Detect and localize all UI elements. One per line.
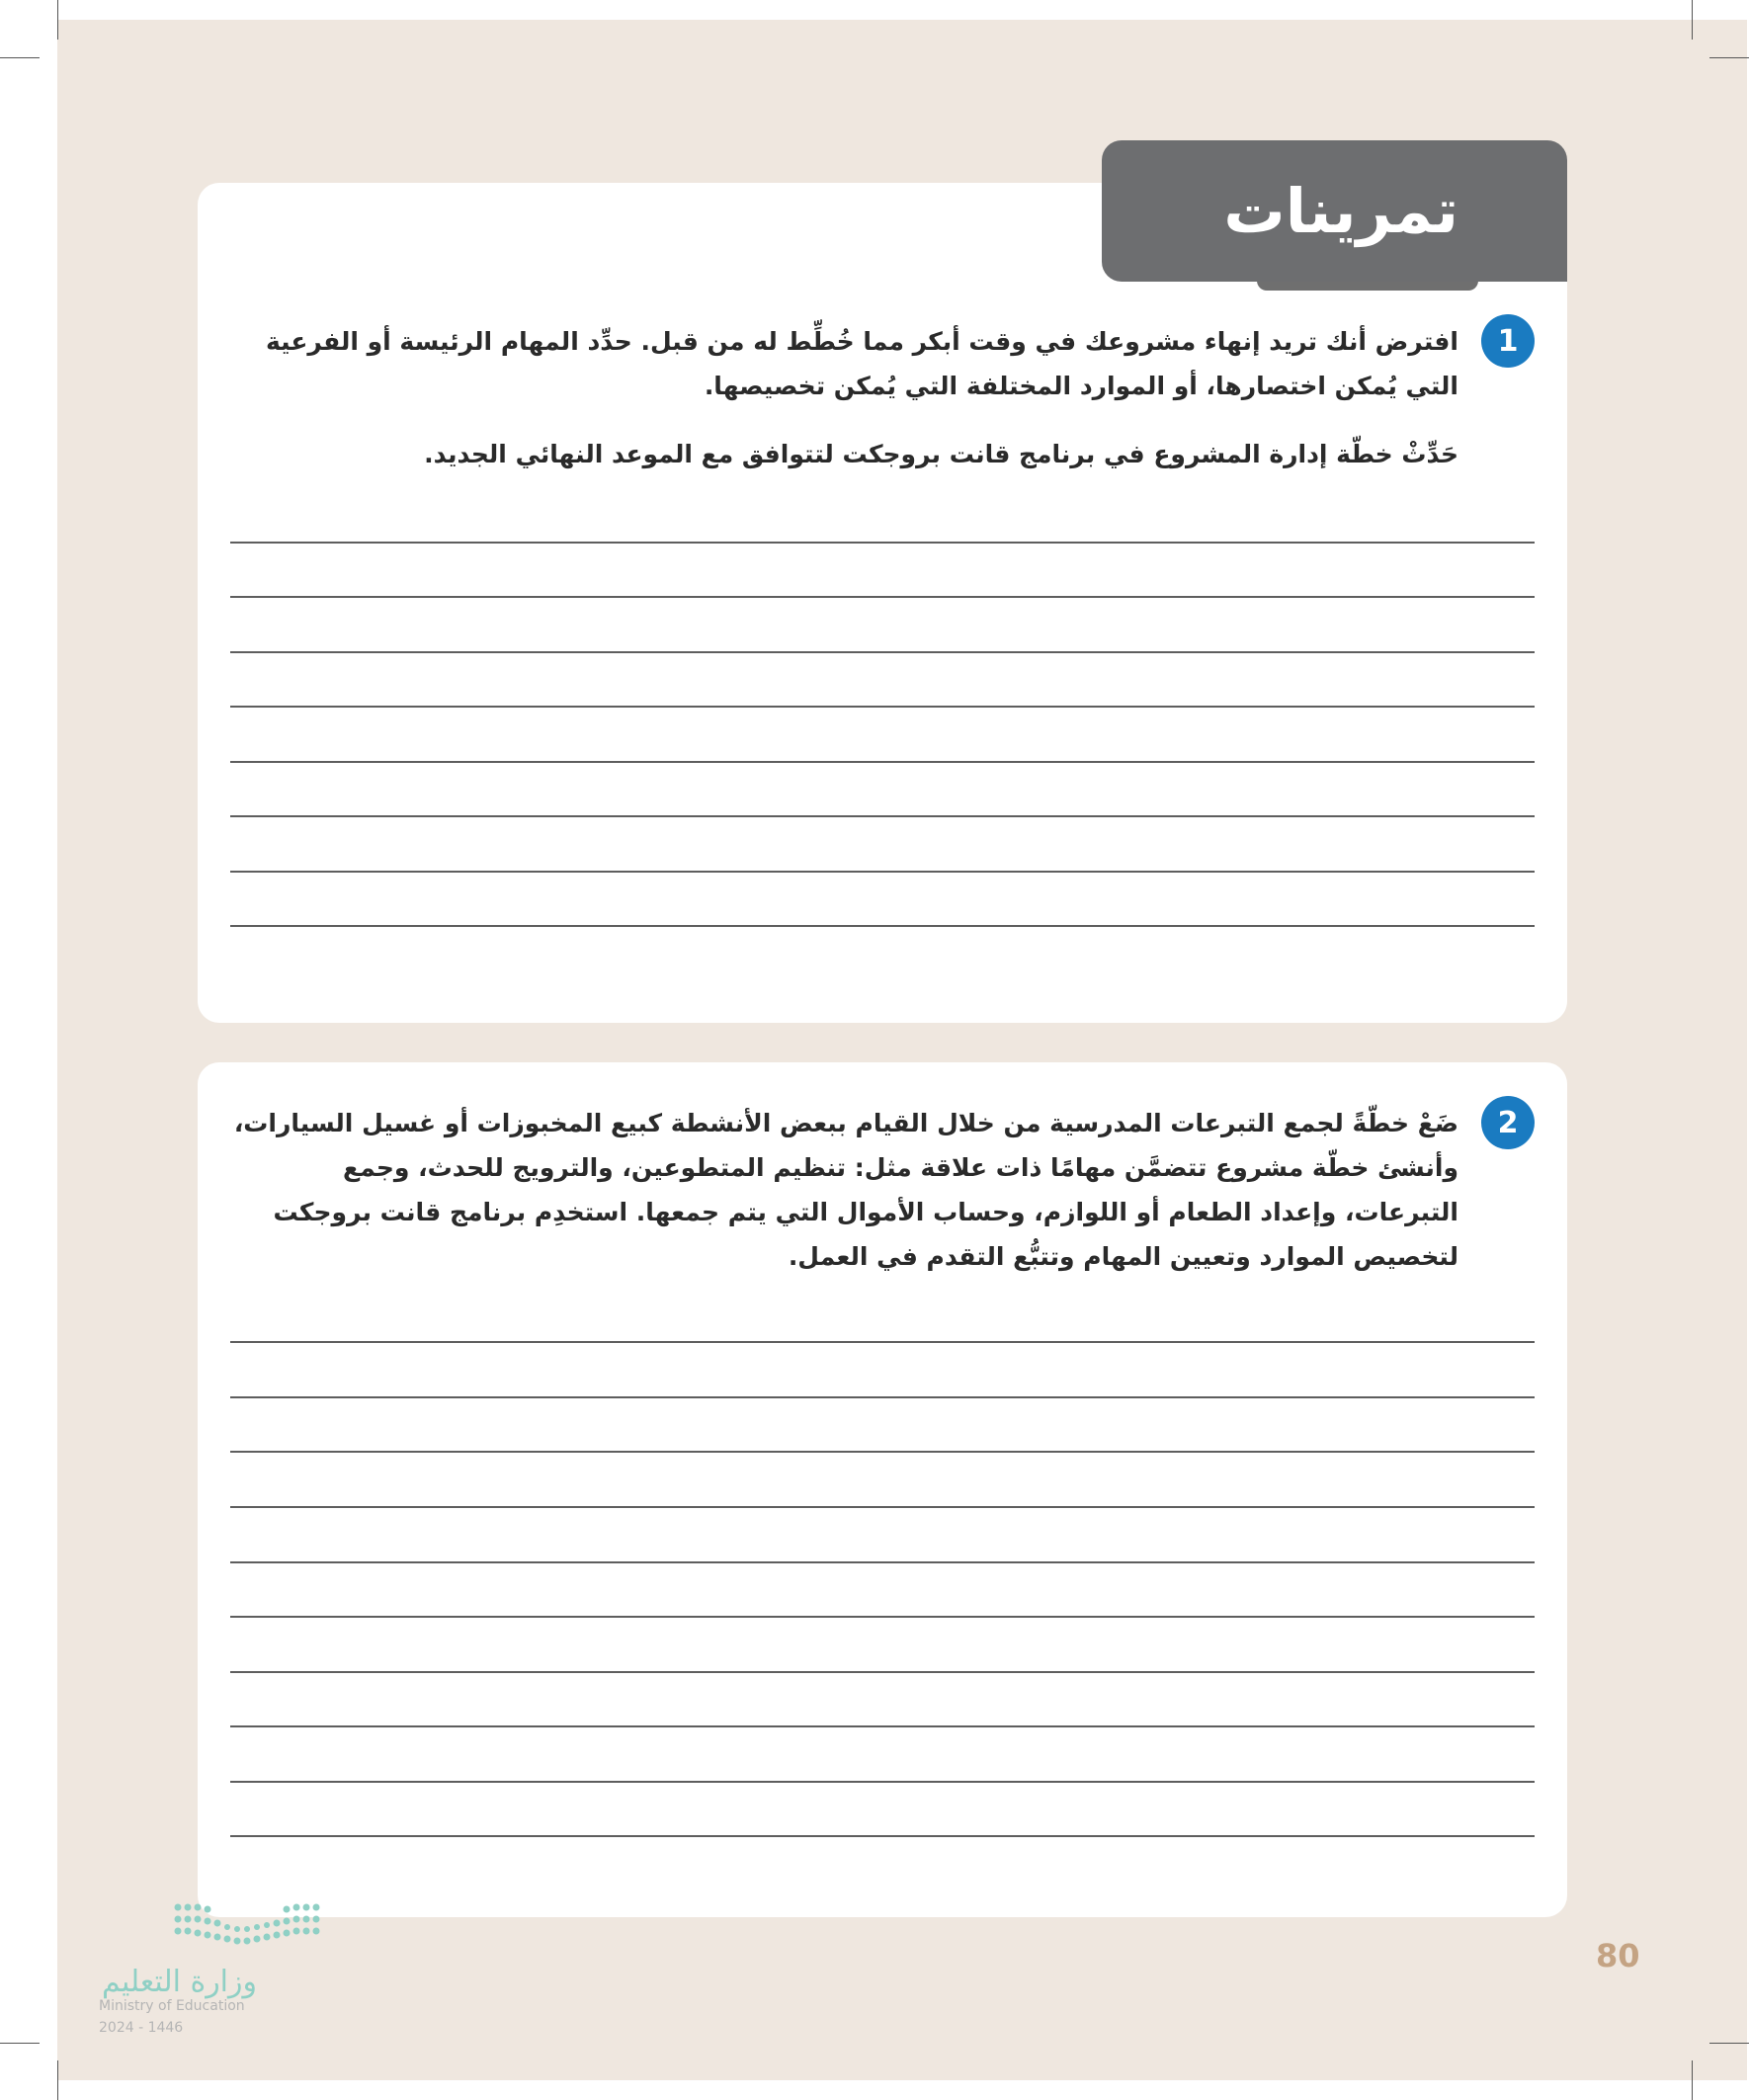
crop-mark	[1709, 2043, 1749, 2044]
exercise-card-1	[198, 183, 1567, 1023]
answer-line[interactable]	[230, 1506, 1535, 1508]
crop-mark	[1709, 57, 1749, 58]
answer-line[interactable]	[230, 596, 1535, 598]
page-title: تمرينات	[1223, 175, 1458, 247]
logo-dots-icon	[168, 1897, 336, 1957]
exercise-1-paragraph: افترض أنك تريد إنهاء مشروعك في وقت أبكر مما خُطِّط له من قبل. حدِّد المهام الرئيسة أو الفرعية التي يُمكن اختصارها، أو الموارد المختلفة التي يُمكن تخصيصها.	[265, 327, 1458, 400]
logo-year-text: 2024 - 1446	[99, 2020, 184, 2036]
answer-line[interactable]	[230, 1671, 1535, 1673]
crop-mark	[1692, 0, 1693, 40]
logo-english-text: Ministry of Education	[99, 1998, 245, 2014]
answer-line[interactable]	[230, 871, 1535, 873]
answer-line[interactable]	[230, 1396, 1535, 1398]
crop-mark	[57, 0, 58, 40]
answer-line[interactable]	[230, 1835, 1535, 1837]
answer-line[interactable]	[230, 1781, 1535, 1783]
answer-line[interactable]	[230, 925, 1535, 927]
exercise-2-paragraph: ضَعْ خطّةً لجمع التبرعات المدرسية من خلال القيام ببعض الأنشطة كبيع المخبوزات أو غسيل السيارات، وأنشئ خطّة مشروع تتضمَّن مهامًا ذات علاقة مثل: تنظيم المتطوعين، والترويج للحدث، وجمع التبرعات، وإعداد الطعام أو اللوازم، وحساب الأموال التي يتم جمعها. استخدِم برنامج قانت بروجكت لتخصيص الموارد وتعيين المهام وتتبُّع التقدم في العمل.	[233, 1109, 1458, 1271]
logo-arabic-text: وزارة التعليم	[101, 1965, 257, 1999]
answer-line[interactable]	[230, 815, 1535, 817]
answer-line[interactable]	[230, 1341, 1535, 1343]
ministry-logo	[99, 1897, 346, 2046]
answer-line[interactable]	[230, 1561, 1535, 1563]
exercise-number-badge: 1	[1481, 314, 1535, 368]
title-tab	[1102, 140, 1567, 282]
crop-mark	[1692, 2060, 1693, 2100]
answer-line[interactable]	[230, 1616, 1535, 1618]
answer-line[interactable]	[230, 706, 1535, 708]
exercise-number-badge: 2	[1481, 1096, 1535, 1149]
crop-mark	[0, 2043, 40, 2044]
answer-line[interactable]	[230, 542, 1535, 544]
answer-line[interactable]	[230, 651, 1535, 653]
page-number: 80	[1596, 1937, 1640, 1974]
crop-mark	[0, 57, 40, 58]
exercise-1-instruction: حَدِّثْ خطّة إدارة المشروع في برنامج قانت بروجكت لتتوافق مع الموعد النهائي الجديد.	[424, 440, 1458, 468]
answer-line[interactable]	[230, 1451, 1535, 1453]
answer-line[interactable]	[230, 761, 1535, 763]
crop-mark	[57, 2060, 58, 2100]
answer-line[interactable]	[230, 1725, 1535, 1727]
